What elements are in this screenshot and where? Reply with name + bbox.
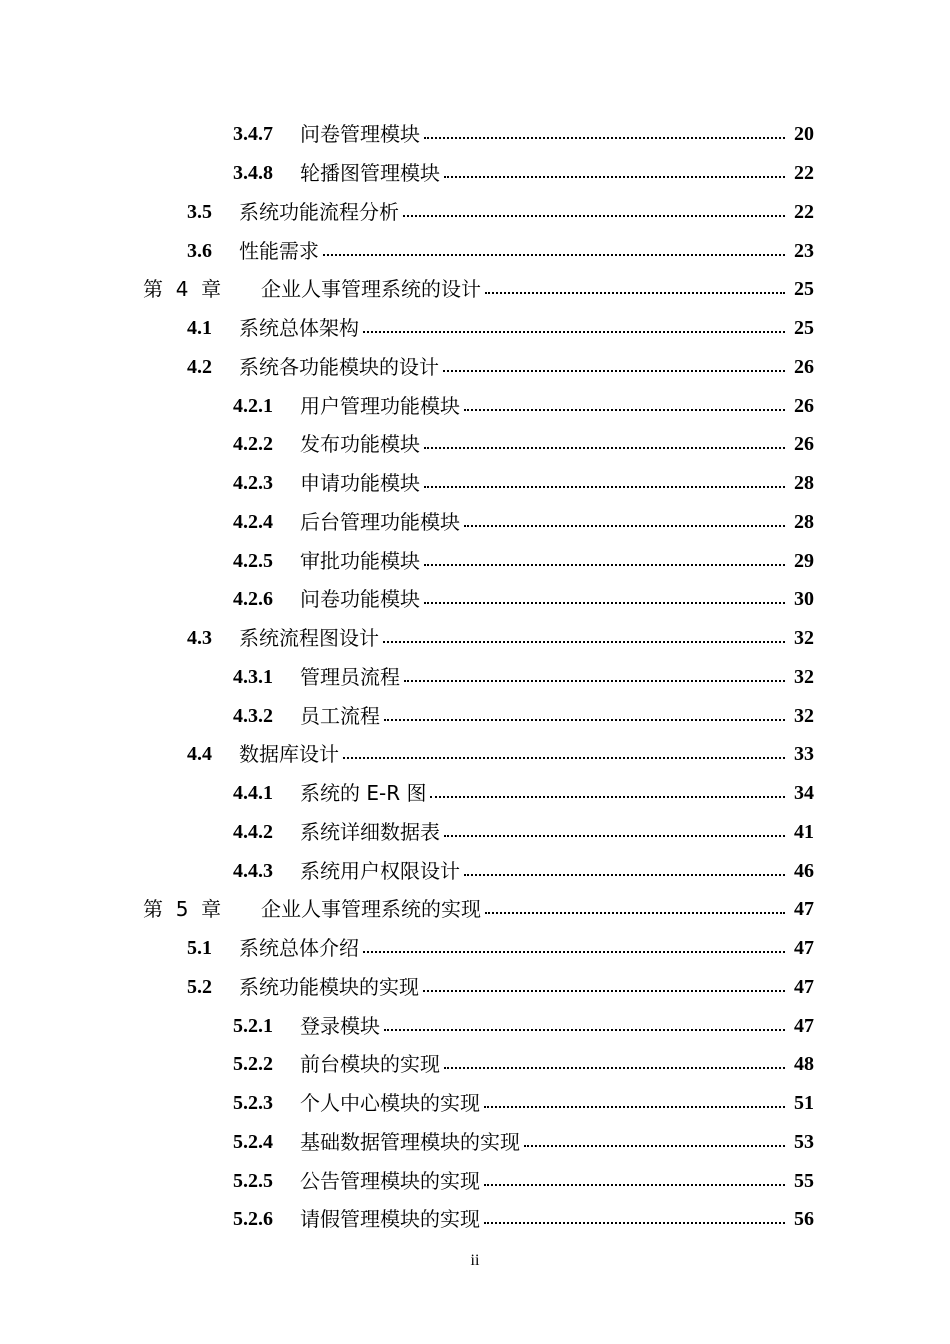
toc-entry-number: 3.5	[187, 200, 212, 223]
toc-dot-leader	[403, 202, 785, 222]
toc-entry-page: 32	[794, 704, 814, 727]
toc-entry-title: 申请功能模块	[300, 471, 420, 496]
toc-entry[interactable]	[0, 115, 950, 154]
toc-entry-page: 23	[794, 239, 814, 262]
toc-entry[interactable]	[0, 1123, 950, 1162]
toc-entry-page: 41	[794, 820, 814, 843]
toc-dot-leader	[484, 1093, 785, 1113]
toc-entry-number: 第 4 章	[143, 277, 222, 302]
toc-entry[interactable]	[0, 193, 950, 232]
toc-entry-title: 登录模块	[300, 1013, 380, 1038]
toc-entry-number: 4.4	[187, 743, 212, 766]
toc-entry[interactable]	[0, 1200, 950, 1239]
toc-entry-number: 5.2.1	[233, 1014, 273, 1037]
toc-entry-page: 47	[794, 1014, 814, 1037]
toc-entry-title: 发布功能模块	[300, 432, 420, 457]
toc-dot-leader	[484, 1209, 785, 1229]
toc-entry-page: 48	[794, 1053, 814, 1076]
toc-entry-title: 性能需求	[239, 238, 319, 263]
toc-entry-number: 3.4.7	[233, 123, 273, 146]
toc-dot-leader	[485, 279, 785, 299]
toc-entry[interactable]	[0, 619, 950, 658]
toc-entry[interactable]	[0, 890, 950, 929]
toc-entry-page: 29	[794, 549, 814, 572]
toc-entry-page: 22	[794, 162, 814, 185]
toc-entry-number: 4.3	[187, 627, 212, 650]
toc-entry-number: 4.3.1	[233, 665, 273, 688]
toc-entry[interactable]	[0, 154, 950, 193]
toc-entry-page: 34	[794, 782, 814, 805]
toc-dot-leader	[485, 899, 785, 919]
toc-entry-number: 4.2.1	[233, 394, 273, 417]
toc-entry-number: 4.4.1	[233, 782, 273, 805]
toc-dot-leader	[443, 357, 785, 377]
toc-entry-title: 管理员流程	[300, 664, 400, 689]
toc-entry-number: 5.1	[187, 937, 212, 960]
toc-entry[interactable]	[0, 309, 950, 348]
toc-entry[interactable]	[0, 270, 950, 309]
toc-entry-page: 33	[794, 743, 814, 766]
toc-entry-title: 请假管理模块的实现	[300, 1207, 480, 1232]
toc-entry-title: 员工流程	[300, 703, 380, 728]
toc-entry[interactable]	[0, 580, 950, 619]
toc-entry[interactable]	[0, 425, 950, 464]
toc-entry-number: 4.1	[187, 317, 212, 340]
toc-entry-title: 轮播图管理模块	[300, 161, 440, 186]
toc-entry-page: 47	[794, 937, 814, 960]
toc-entry[interactable]	[0, 231, 950, 270]
toc-entry-title: 企业人事管理系统的实现	[261, 897, 481, 922]
toc-entry-title: 系统流程图设计	[239, 626, 379, 651]
toc-dot-leader	[424, 551, 785, 571]
toc-entry-number: 5.2.2	[233, 1053, 273, 1076]
toc-entry[interactable]	[0, 1045, 950, 1084]
toc-dot-leader	[363, 938, 785, 958]
toc-entry[interactable]	[0, 503, 950, 542]
toc-entry-number: 5.2	[187, 975, 212, 998]
toc-entry-title: 问卷功能模块	[300, 587, 420, 612]
toc-entry-page: 47	[794, 975, 814, 998]
toc-dot-leader	[384, 1016, 785, 1036]
toc-entry-number: 3.6	[187, 239, 212, 262]
toc-entry-number: 4.2.4	[233, 510, 273, 533]
toc-entry-title: 公告管理模块的实现	[300, 1168, 480, 1193]
toc-dot-leader	[464, 512, 785, 532]
toc-dot-leader	[363, 318, 785, 338]
toc-entry-title: 审批功能模块	[300, 548, 420, 573]
toc-entry-page: 53	[794, 1130, 814, 1153]
toc-entry-number: 4.2.6	[233, 588, 273, 611]
toc-entry-title: 系统总体架构	[239, 316, 359, 341]
toc-entry-title: 系统总体介绍	[239, 936, 359, 961]
toc-dot-leader	[404, 667, 785, 687]
toc-dot-leader	[343, 744, 785, 764]
toc-entry-page: 20	[794, 123, 814, 146]
toc-entry-page: 25	[794, 278, 814, 301]
toc-entry-number: 4.2.3	[233, 472, 273, 495]
toc-entry-number: 5.2.4	[233, 1130, 273, 1153]
toc-entry-page: 28	[794, 510, 814, 533]
toc-entry[interactable]	[0, 348, 950, 387]
toc-entry-number: 4.2	[187, 355, 212, 378]
toc-entry-page: 26	[794, 433, 814, 456]
toc-dot-leader	[444, 163, 785, 183]
toc-entry-title: 前台模块的实现	[300, 1052, 440, 1077]
toc-entry-number: 5.2.6	[233, 1208, 273, 1231]
toc-entry-title: 个人中心模块的实现	[300, 1091, 480, 1116]
toc-entry-number: 4.4.2	[233, 820, 273, 843]
toc-dot-leader	[444, 822, 785, 842]
toc-dot-leader	[484, 1171, 785, 1191]
toc-entry-page: 32	[794, 665, 814, 688]
toc-entry-title: 企业人事管理系统的设计	[261, 277, 481, 302]
toc-dot-leader	[383, 628, 785, 648]
toc-entry[interactable]	[0, 851, 950, 890]
toc-dot-leader	[444, 1054, 785, 1074]
toc-entry-title: 问卷管理模块	[300, 122, 420, 147]
toc-entry-page: 25	[794, 317, 814, 340]
toc-entry-page: 56	[794, 1208, 814, 1231]
toc-entry[interactable]	[0, 1006, 950, 1045]
toc-dot-leader	[524, 1132, 785, 1152]
toc-dot-leader	[423, 977, 785, 997]
toc-entry[interactable]	[0, 1161, 950, 1200]
toc-entry[interactable]	[0, 735, 950, 774]
toc-dot-leader	[424, 124, 785, 144]
toc-entry-title: 系统用户权限设计	[300, 858, 460, 883]
toc-entry[interactable]	[0, 696, 950, 735]
toc-entry-number: 4.4.3	[233, 859, 273, 882]
toc-entry-page: 22	[794, 200, 814, 223]
toc-entry-number: 4.3.2	[233, 704, 273, 727]
toc-entry-title: 后台管理功能模块	[300, 509, 460, 534]
toc-entry[interactable]	[0, 1084, 950, 1123]
toc-entry[interactable]	[0, 968, 950, 1007]
toc-entry-number: 5.2.5	[233, 1169, 273, 1192]
toc-dot-leader	[464, 396, 785, 416]
toc-entry-page: 30	[794, 588, 814, 611]
toc-entry-title: 系统详细数据表	[300, 819, 440, 844]
toc-entry[interactable]	[0, 658, 950, 697]
toc-dot-leader	[424, 434, 785, 454]
toc-entry-title: 基础数据管理模块的实现	[300, 1129, 520, 1154]
toc-dot-leader	[424, 589, 785, 609]
toc-dot-leader	[424, 473, 785, 493]
toc-entry[interactable]	[0, 386, 950, 425]
toc-dot-leader	[464, 861, 785, 881]
toc-entry-page: 26	[794, 394, 814, 417]
toc-entry-number: 第 5 章	[143, 897, 222, 922]
toc-dot-leader	[430, 783, 785, 803]
toc-entry-page: 47	[794, 898, 814, 921]
toc-dot-leader	[384, 706, 785, 726]
toc-entry-page: 26	[794, 355, 814, 378]
toc-entry[interactable]	[0, 541, 950, 580]
toc-entry-title: 系统功能模块的实现	[239, 974, 419, 999]
toc-entry[interactable]	[0, 774, 950, 813]
toc-entry[interactable]	[0, 813, 950, 852]
page-number-footer: ii	[470, 1252, 480, 1269]
toc-entry-page: 46	[794, 859, 814, 882]
toc-entry-page: 55	[794, 1169, 814, 1192]
toc-entry-number: 4.2.2	[233, 433, 273, 456]
toc-entry-number: 5.2.3	[233, 1092, 273, 1115]
table-of-contents	[0, 115, 950, 1239]
toc-entry-page: 28	[794, 472, 814, 495]
toc-entry-title: 系统的 E-R 图	[300, 781, 427, 806]
toc-entry-number: 3.4.8	[233, 162, 273, 185]
toc-entry-page: 32	[794, 627, 814, 650]
toc-entry-page: 51	[794, 1092, 814, 1115]
toc-entry[interactable]	[0, 464, 950, 503]
toc-entry-title: 系统各功能模块的设计	[239, 354, 439, 379]
toc-entry-title: 数据库设计	[239, 742, 339, 767]
toc-dot-leader	[323, 241, 785, 261]
toc-entry-title: 用户管理功能模块	[300, 393, 460, 418]
toc-entry[interactable]	[0, 929, 950, 968]
toc-entry-number: 4.2.5	[233, 549, 273, 572]
toc-entry-title: 系统功能流程分析	[239, 199, 399, 224]
